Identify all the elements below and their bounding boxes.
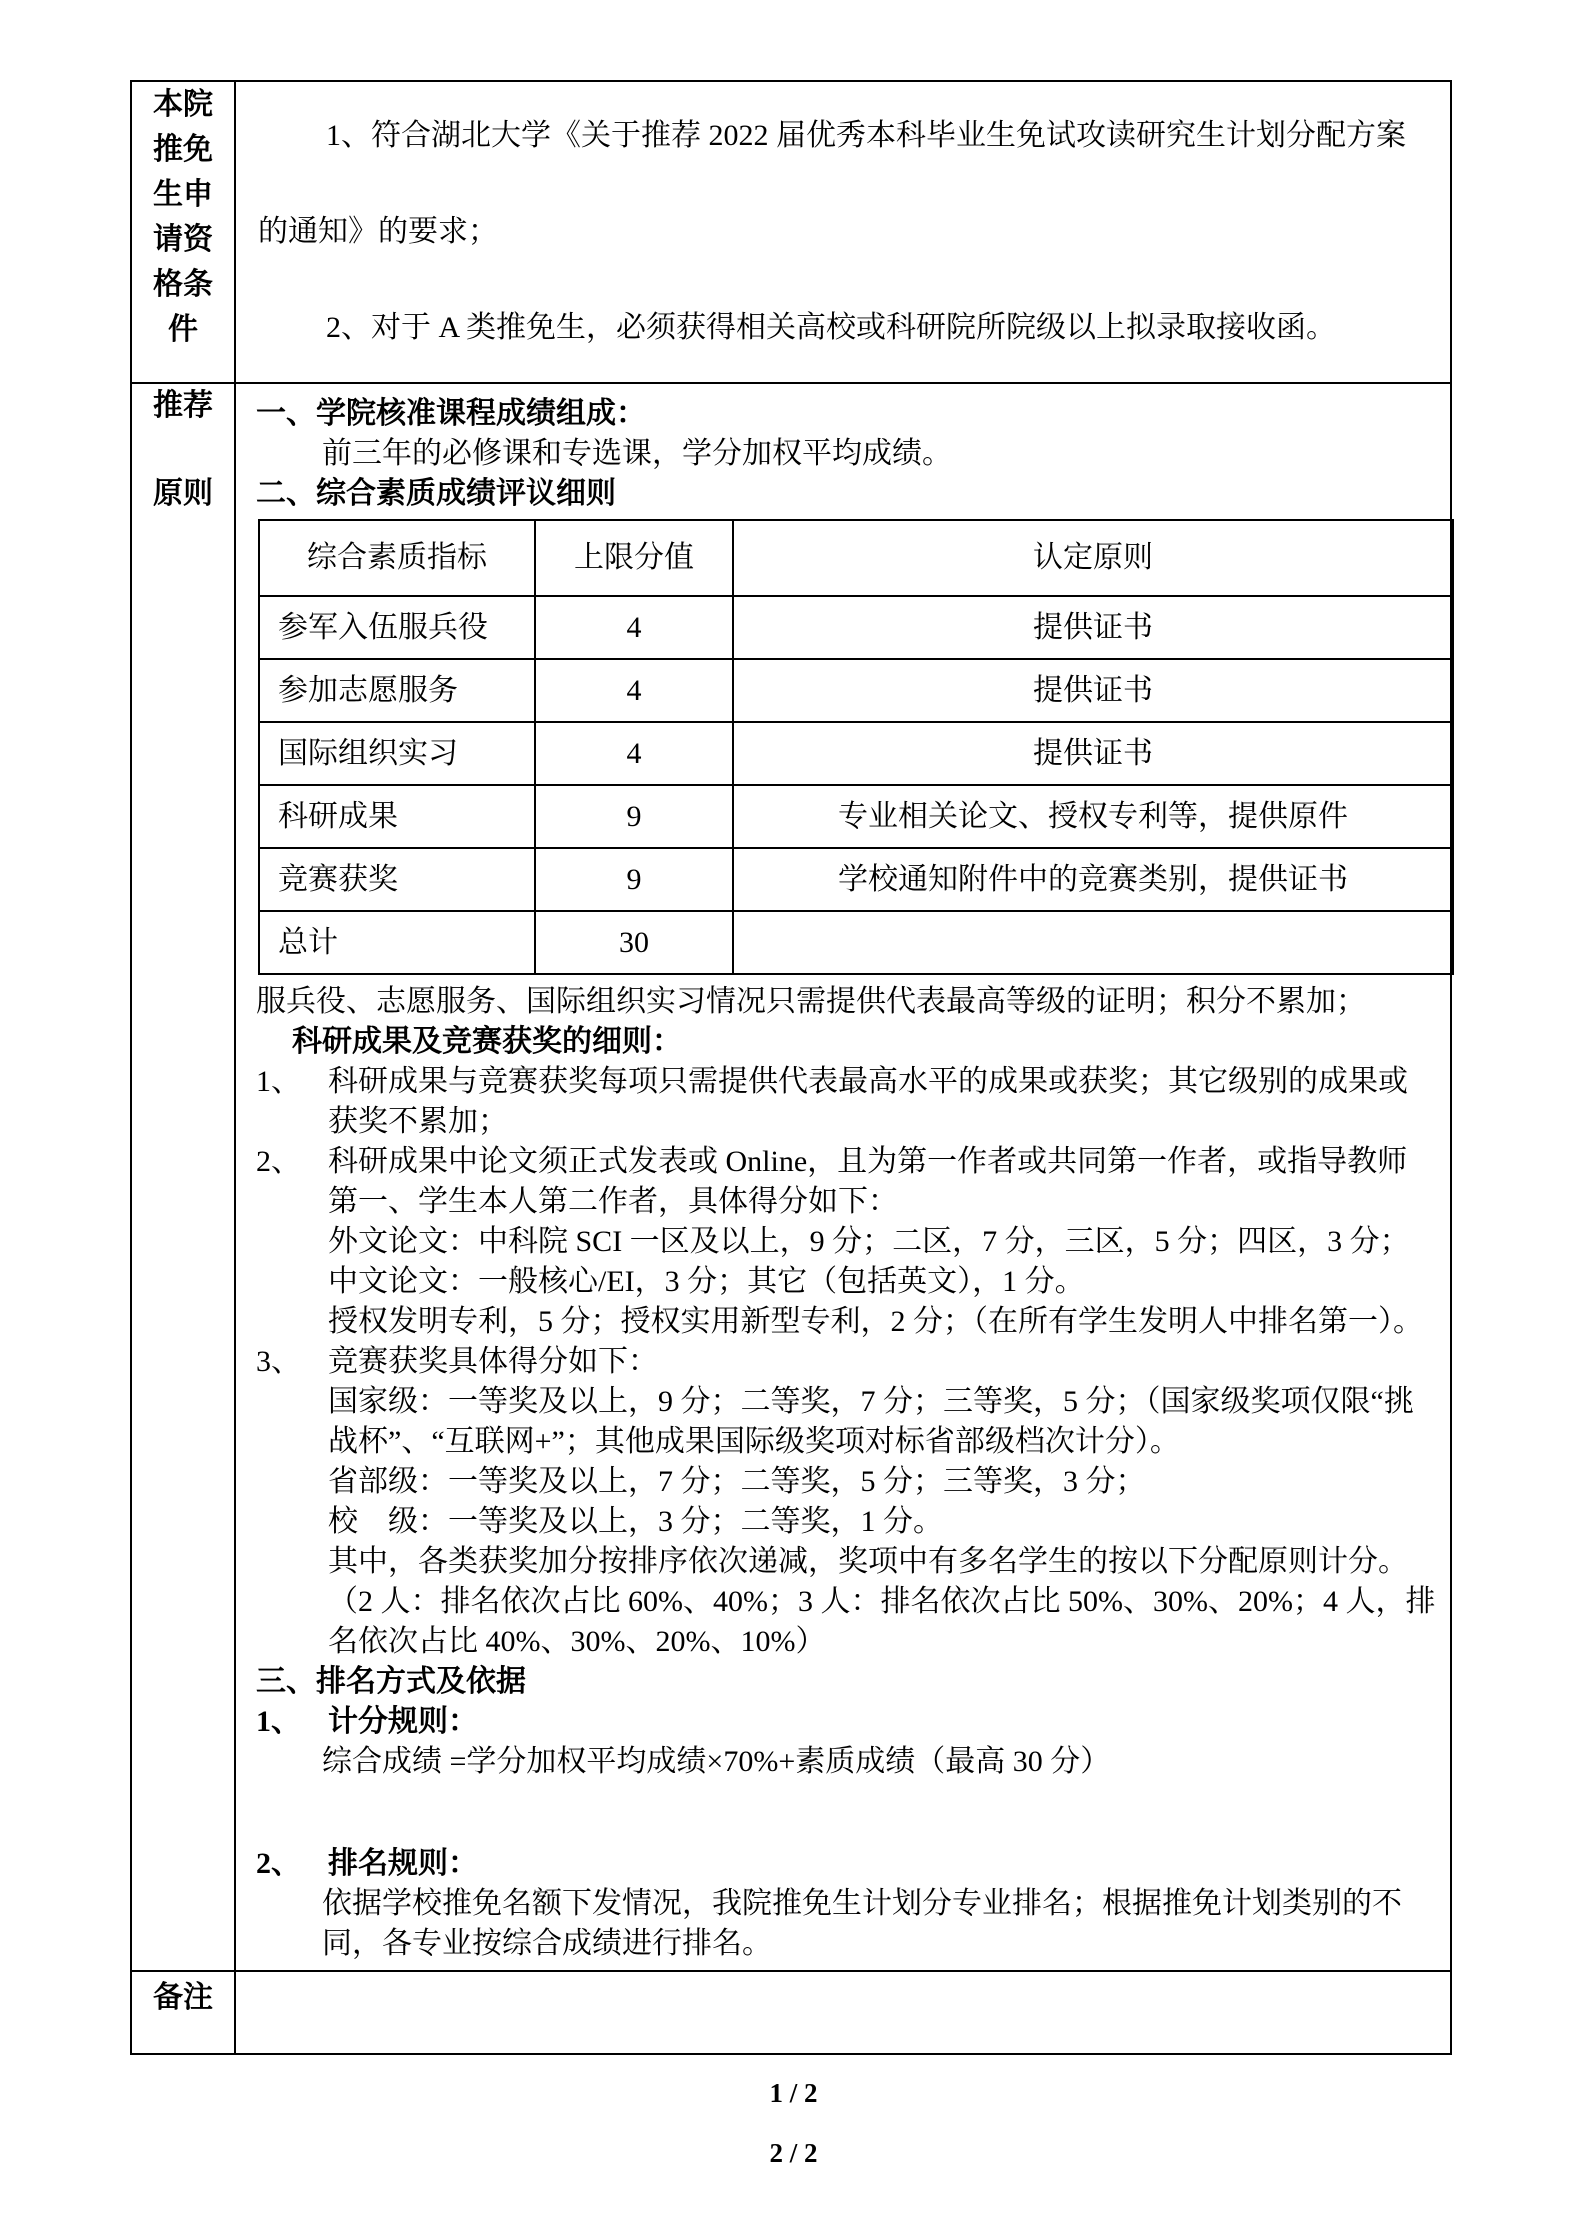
cell-max-score: 9 [535,848,733,911]
table-row [259,722,1453,785]
column-header-criteria: 认定原则 [733,520,1453,596]
table-row [259,659,1453,722]
row-label-eligibility-lines [132,82,234,352]
list-item-2 [256,1142,1436,1342]
list-item-1 [256,1062,1436,1142]
list-marker: 2、 [256,1145,301,1178]
list-subline: 授权发明专利，5 分；授权实用新型专利，2 分；（在所有学生发明人中排名第一）。 [328,1305,1423,1338]
principles-content [235,383,1451,1971]
list-subline: 校 级：一等奖及以上，3 分；二等奖，1 分。 [328,1505,943,1538]
section2-heading: 二、综合素质成绩评议细则 [256,477,616,510]
cell-max-score: 4 [535,659,733,722]
list-item-3 [256,1342,1436,1662]
rule1-heading [256,1702,1436,1742]
list-item-text: 科研成果中论文须正式发表或 Online，且为第一作者或共同第一作者，或指导教师第一、学生本人第二作者，具体得分如下： [328,1145,1408,1218]
list-subline: （2 人：排名依次占比 60%、40%；3 人：排名依次占比 50%、30%、20%；4 人，排名依次占比 40%、30%、20%、10%） [328,1585,1436,1658]
table-row-eligibility [131,81,1451,383]
label-line: 推免 [153,133,213,166]
list-marker: 1、 [256,1705,301,1738]
table-row [259,848,1453,911]
list-subline: 中文论文：一般核心/EI，3 分；其它（包括英文），1 分。 [328,1265,1085,1298]
list-marker: 1、 [256,1065,301,1098]
rule1-heading-text: 计分规则： [328,1705,478,1738]
cell-total-label: 总计 [259,911,535,974]
list-subline: 国家级：一等奖及以上，9 分；二等奖，7 分；三等奖，5 分；（国家级奖项仅限“挑战杯”、“互联网+”；其他成果国际级奖项对标省部级档次计分）。 [328,1385,1414,1458]
page-number-1: 1 / 2 [769,2078,818,2108]
cell-max-score: 9 [535,785,733,848]
cell-criteria: 提供证书 [733,659,1453,722]
label-line: 原则 [153,477,213,510]
cell-max-score: 4 [535,596,733,659]
cell-max-score: 4 [535,722,733,785]
cell-criteria: 专业相关论文、授权专利等，提供原件 [733,785,1453,848]
table-row [259,596,1453,659]
row-label-eligibility [131,81,235,383]
row-label-principles [131,383,235,1971]
table-row-remarks [131,1971,1451,2054]
quality-table-header-row [259,520,1453,596]
eligibility-item-2: 2、对于 A 类推免生，必须获得相关高校或科研院所院级以上拟录取接收函。 [326,311,1337,344]
table-row-principles [131,383,1451,1971]
rule2-heading [256,1844,1436,1884]
list-subline: 省部级：一等奖及以上，7 分；二等奖，5 分；三等奖，3 分； [328,1465,1146,1498]
list-marker: 3、 [256,1345,301,1378]
cell-indicator: 参加志愿服务 [259,659,535,722]
blank-line [256,1782,1436,1844]
table-row [259,785,1453,848]
cell-total-score: 30 [535,911,733,974]
eligibility-item-1: 1、符合湖北大学《关于推荐 2022 届优秀本科毕业生免试攻读研究生计划分配方案的通知》的要求； [258,119,1406,248]
row-label-remarks: 备注 [131,1971,235,2054]
cell-criteria: 学校通知附件中的竞赛类别，提供证书 [733,848,1453,911]
rule1-body: 综合成绩 =学分加权平均成绩×70%+素质成绩（最高 30 分） [322,1745,1111,1778]
label-line: 本院 [153,88,213,121]
section1-body: 前三年的必修课和专选课，学分加权平均成绩。 [322,437,952,470]
remarks-content [235,1971,1451,2054]
table-note: 服兵役、志愿服务、国际组织实习情况只需提供代表最高等级的证明；积分不累加； [256,985,1366,1018]
quality-score-table [258,519,1454,975]
list-marker: 2、 [256,1847,301,1880]
label-line: 件 [168,313,198,346]
cell-indicator: 竞赛获奖 [259,848,535,911]
label-line: 生申 [153,178,213,211]
page-number-2: 2 / 2 [769,2138,818,2168]
cell-indicator: 国际组织实习 [259,722,535,785]
cell-criteria: 提供证书 [733,596,1453,659]
label-line: 格条 [153,268,213,301]
rule2-body: 依据学校推免名额下发情况，我院推免生计划分专业排名；根据推免计划类别的不同，各专业按综合成绩进行排名。 [322,1887,1402,1960]
section1-heading: 一、学院核准课程成绩组成： [256,397,646,430]
main-table [130,80,1452,2055]
list-item-text: 科研成果与竞赛获奖每项只需提供代表最高水平的成果或获奖；其它级别的成果或获奖不累加； [328,1065,1408,1138]
cell-criteria: 提供证书 [733,722,1453,785]
column-header-max-score: 上限分值 [535,520,733,596]
row-label-principles-lines [132,384,234,516]
eligibility-content [235,81,1451,383]
rule2-heading-text: 排名规则： [328,1847,478,1880]
label-line: 推荐 [153,389,213,422]
list-subline: 其中，各类获奖加分按排序依次递减，奖项中有多名学生的按以下分配原则计分。 [328,1545,1408,1578]
detail-heading: 科研成果及竞赛获奖的细则： [292,1025,682,1058]
list-item-text: 竞赛获奖具体得分如下： [328,1345,658,1378]
label-line: 请资 [153,223,213,256]
cell-total-criteria [733,911,1453,974]
section3-heading: 三、排名方式及依据 [256,1665,526,1698]
column-header-indicator: 综合素质指标 [259,520,535,596]
cell-indicator: 科研成果 [259,785,535,848]
cell-indicator: 参军入伍服兵役 [259,596,535,659]
list-subline: 外文论文：中科院 SCI 一区及以上，9 分；二区，7 分，三区，5 分；四区，3 分； [328,1225,1410,1258]
table-row-total [259,911,1453,974]
